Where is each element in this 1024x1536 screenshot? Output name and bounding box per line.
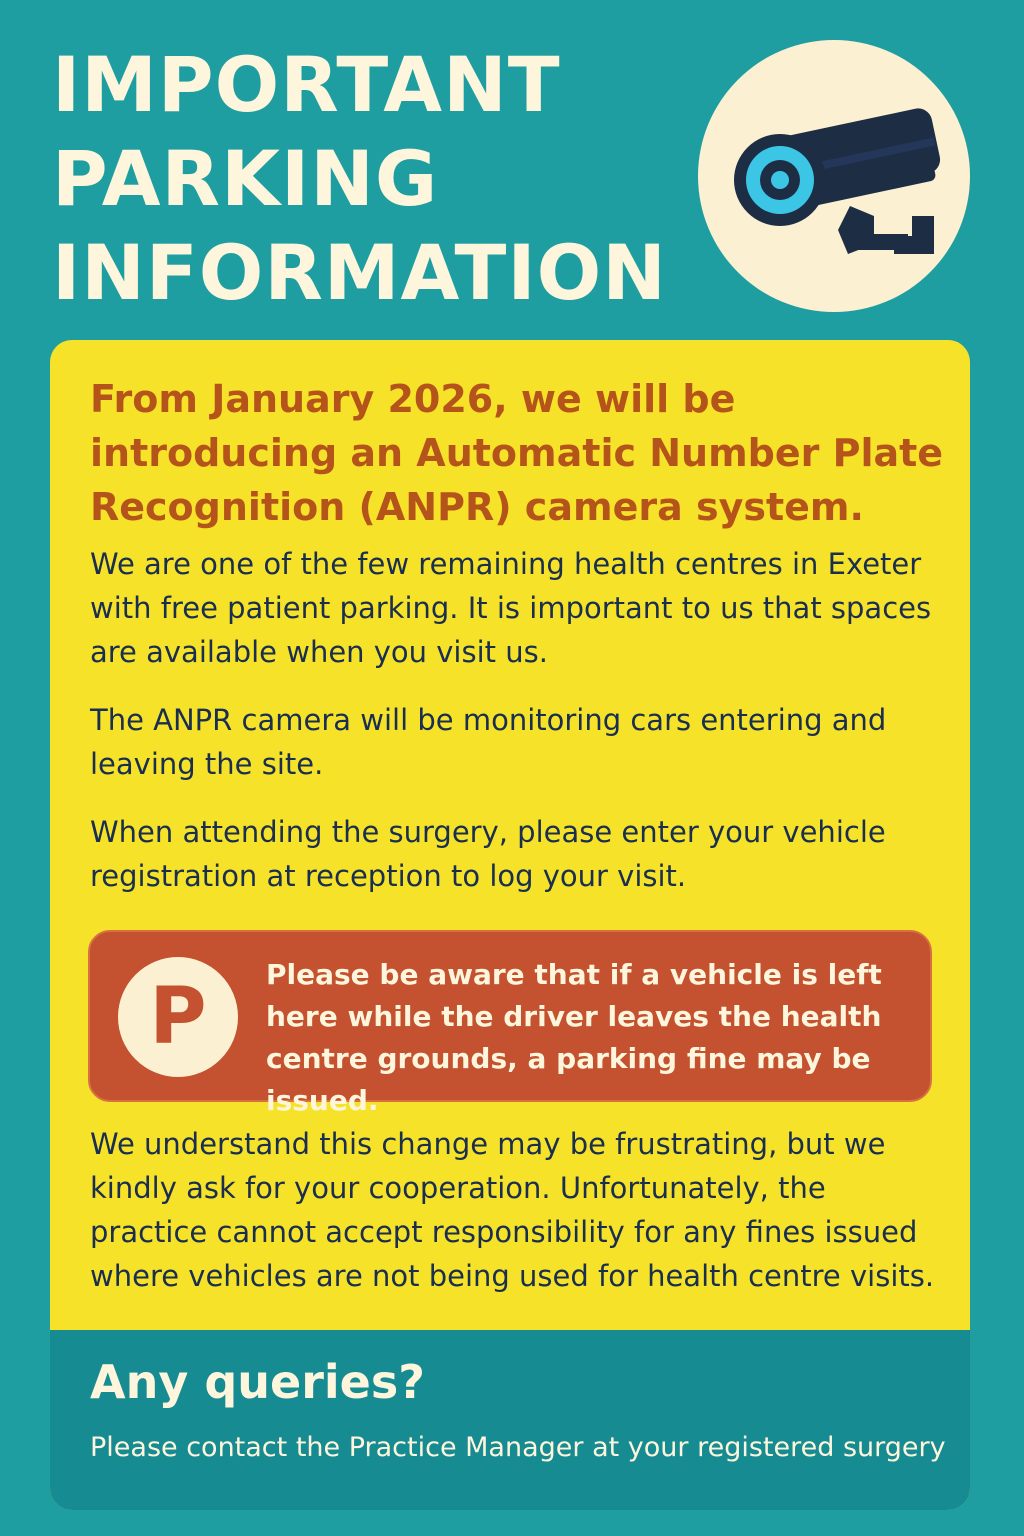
page-title <box>52 38 672 320</box>
cctv-camera-icon <box>698 40 970 312</box>
title-line-3: INFORMATION <box>52 228 667 317</box>
paragraph-free-parking: We are one of the few remaining health centres in Exeter with free patient parking. It is important to us that spaces are available when you visit us. <box>90 547 932 669</box>
camera-badge <box>698 40 970 312</box>
info-panel <box>50 340 970 1510</box>
paragraph-anpr-monitoring: The ANPR camera will be monitoring cars entering and leaving the site. <box>90 703 887 781</box>
parking-p-icon: P <box>118 957 238 1077</box>
intro-statement: From January 2026, we will be introducing an Automatic Number Plate Recognition (ANPR) camera system. <box>90 377 944 529</box>
title-line-1: IMPORTANT <box>52 40 561 129</box>
title-line-2: PARKING <box>52 134 439 223</box>
footer-contact-text: Please contact the Practice Manager at your registered surgery <box>90 1432 946 1463</box>
paragraph-register-vehicle: When attending the surgery, please enter your vehicle registration at reception to log your visit. <box>90 815 886 893</box>
paragraph-cooperation: We understand this change may be frustrating, but we kindly ask for your cooperation. Unfortunately, the practice cannot accept responsibility for any fines issued where vehicles are not being used for health centre visits. <box>90 1127 935 1293</box>
warning-text: Please be aware that if a vehicle is left here while the driver leaves the health centre grounds, a parking fine may be issued. <box>266 958 882 1117</box>
parking-fine-warning <box>88 930 932 1117</box>
queries-footer <box>50 1330 970 1510</box>
footer-heading: Any queries? <box>90 1355 425 1409</box>
